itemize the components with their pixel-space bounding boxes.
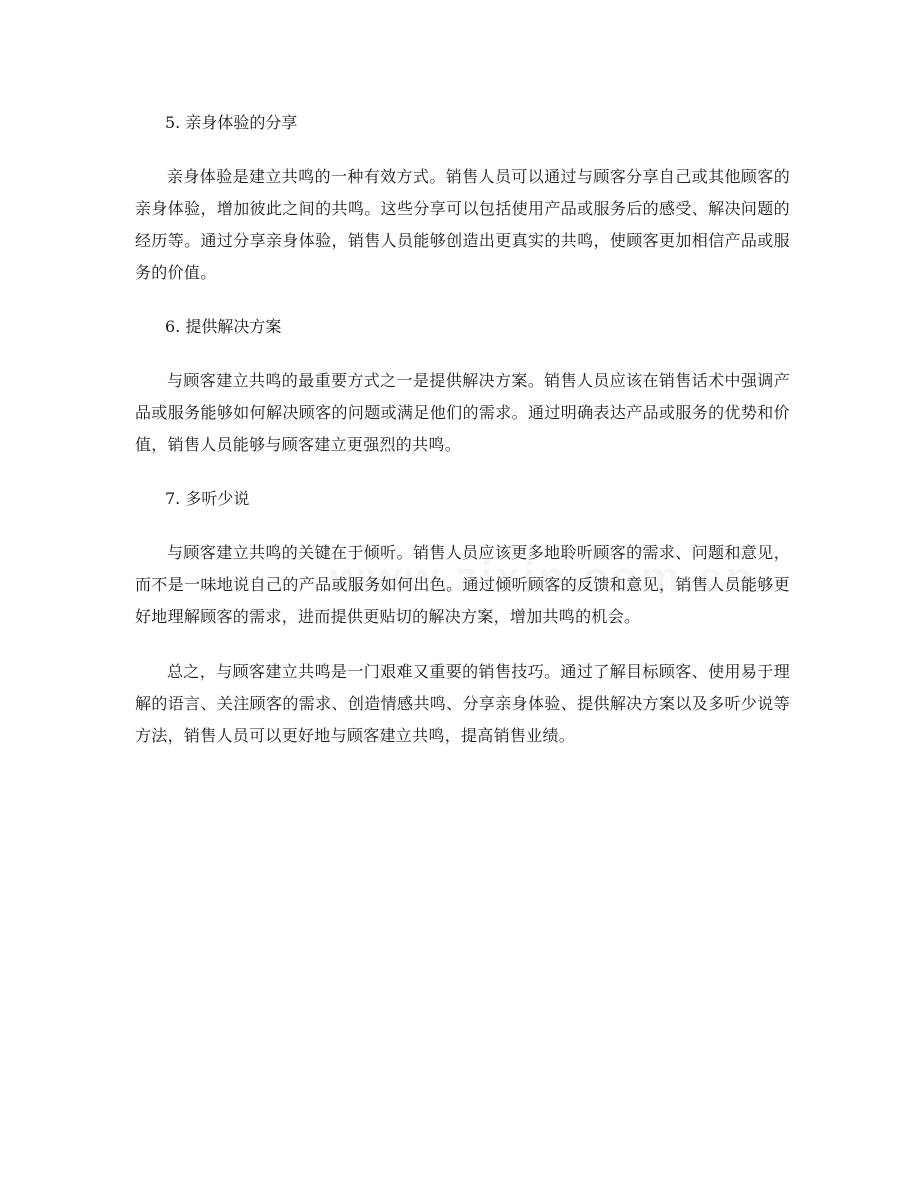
conclusion-paragraph: 总之，与顾客建立共鸣是一门艰难又重要的销售技巧。通过了解目标顾客、使用易于理解的语言、关注顾客的需求、创造情感共鸣、分享亲身体验、提供解决方案以及多听少说等方法，销售人员可以更好地与顾客建立共鸣，提高销售业绩。: [135, 662, 790, 745]
section-paragraph-7: 与顾客建立共鸣的关键在于倾听。销售人员应该更多地聆听顾客的需求、问题和意见，而不是一味地说自己的产品或服务如何出色。通过倾听顾客的反馈和意见，销售人员能够更好地理解顾客的需求，进而提供更贴切的解决方案，增加共鸣的机会。: [135, 543, 790, 626]
section-heading-6: 6. 提供解决方案: [165, 317, 282, 336]
section-paragraph-6: 与顾客建立共鸣的最重要方式之一是提供解决方案。销售人员应该在销售话术中强调产品或服务能够如何解决顾客的问题或满足他们的需求。通过明确表达产品或服务的优势和价值，销售人员能够与顾客建立更强烈的共鸣。: [135, 371, 790, 454]
section-paragraph-5: 亲身体验是建立共鸣的一种有效方式。销售人员可以通过与顾客分享自己或其他顾客的亲身体验，增加彼此之间的共鸣。这些分享可以包括使用产品或服务后的感受、解决问题的经历等。通过分享亲身体验，销售人员能够创造出更真实的共鸣，使顾客更加相信产品或服务的价值。: [135, 167, 790, 282]
section-heading-5: 5. 亲身体验的分享: [165, 113, 298, 132]
document-body: [135, 108, 790, 775]
section-heading-7: 7. 多听少说: [165, 489, 250, 508]
